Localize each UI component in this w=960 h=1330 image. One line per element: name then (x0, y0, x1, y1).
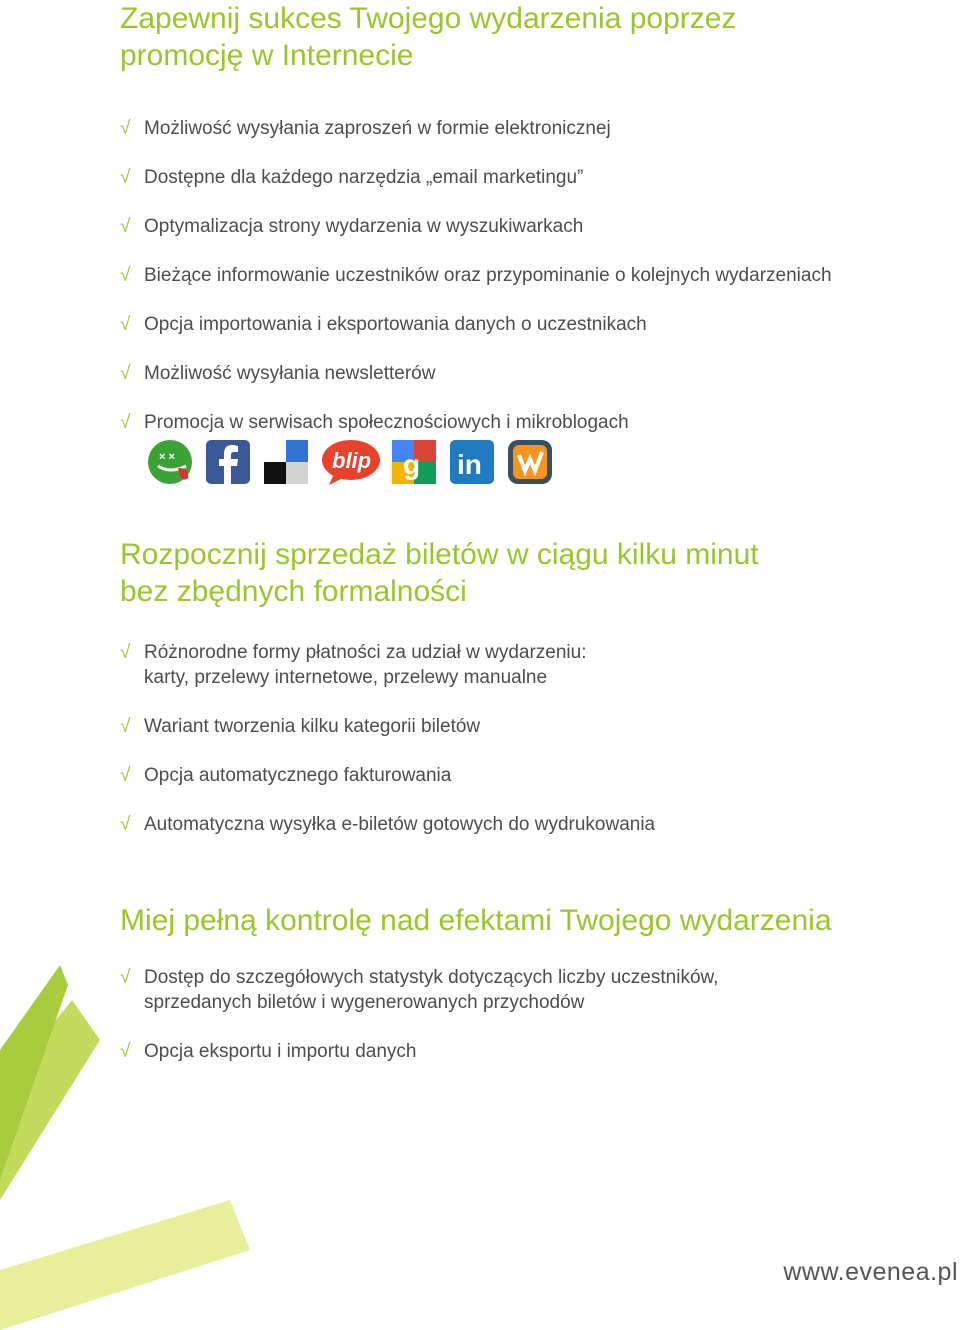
social-icons-row (146, 438, 564, 486)
list-item: √ Opcja eksportu i importu danych (120, 1041, 417, 1062)
google-buzz-icon[interactable] (390, 438, 440, 486)
list-item: √ Bieżące informowanie uczestników oraz przypominanie o kolejnych wydarzeniach (120, 265, 832, 286)
svg-text:g: g (403, 449, 421, 480)
website-url[interactable]: www.evenea.pl (783, 1258, 958, 1286)
check-icon: √ (120, 716, 131, 737)
delicious-icon[interactable] (262, 438, 312, 486)
list-item: √ Możliwość wysyłania newsletterów (120, 363, 436, 384)
check-icon: √ (120, 216, 131, 237)
linkedin-icon[interactable] (448, 438, 498, 486)
svg-text:in: in (457, 449, 482, 480)
wykop-icon[interactable] (146, 438, 196, 486)
list-item: √ Możliwość wysyłania zaproszeń w formie elektronicznej (120, 118, 611, 139)
svg-text:blip: blip (332, 448, 372, 473)
check-icon: √ (120, 1041, 131, 1062)
promotion-section (120, 0, 832, 459)
list-item: √ Dostęp do szczegółowych statystyk dotyczących liczby uczestników, sprzedanych biletów i wygenerowanych przychodów (120, 967, 719, 1013)
check-icon: √ (120, 265, 131, 286)
blip-icon[interactable] (320, 438, 382, 486)
check-icon: √ (120, 118, 131, 139)
list-item: √ Dostępne dla każdego narzędzia „email marketingu” (120, 167, 584, 188)
ticket-sales-heading: Rozpocznij sprzedaż biletów w ciągu kilku minut bez zbędnych formalności (120, 538, 759, 608)
event-control-feature-list (120, 965, 832, 1064)
event-control-section (120, 902, 832, 1088)
check-icon: √ (120, 814, 131, 835)
promotion-heading: Zapewnij sukces Twojego wydarzenia poprzez promocję w Internecie (120, 2, 737, 72)
promotion-feature-list (120, 116, 832, 435)
list-item: √ Opcja importowania i eksportowania danych o uczestnikach (120, 314, 647, 335)
check-icon: √ (120, 167, 131, 188)
list-item: √ Promocja w serwisach społecznościowych i mikroblogach (120, 412, 629, 433)
check-icon: √ (120, 967, 131, 988)
svg-text:× ×: × × (159, 451, 175, 463)
check-icon: √ (120, 412, 131, 433)
stripe-light (0, 1200, 250, 1330)
check-icon: √ (120, 314, 131, 335)
ticket-sales-section (120, 536, 759, 861)
ticket-sales-feature-list (120, 640, 759, 837)
check-icon: √ (120, 363, 131, 384)
list-item: √ Automatyczna wysyłka e-biletów gotowych do wydrukowania (120, 814, 656, 835)
check-icon: √ (120, 642, 131, 663)
event-control-heading: Miej pełną kontrolę nad efektami Twojego wydarzenia (120, 904, 832, 937)
check-icon: √ (120, 765, 131, 786)
list-item: √ Wariant tworzenia kilku kategorii biletów (120, 716, 481, 737)
facebook-icon[interactable] (204, 438, 254, 486)
list-item: √ Opcja automatycznego fakturowania (120, 765, 452, 786)
flaker-icon[interactable] (506, 438, 556, 486)
list-item: √ Optymalizacja strony wydarzenia w wyszukiwarkach (120, 216, 584, 237)
list-item: √ Różnorodne formy płatności za udział w wydarzeniu: karty, przelewy internetowe, przelewy manualne (120, 642, 587, 688)
